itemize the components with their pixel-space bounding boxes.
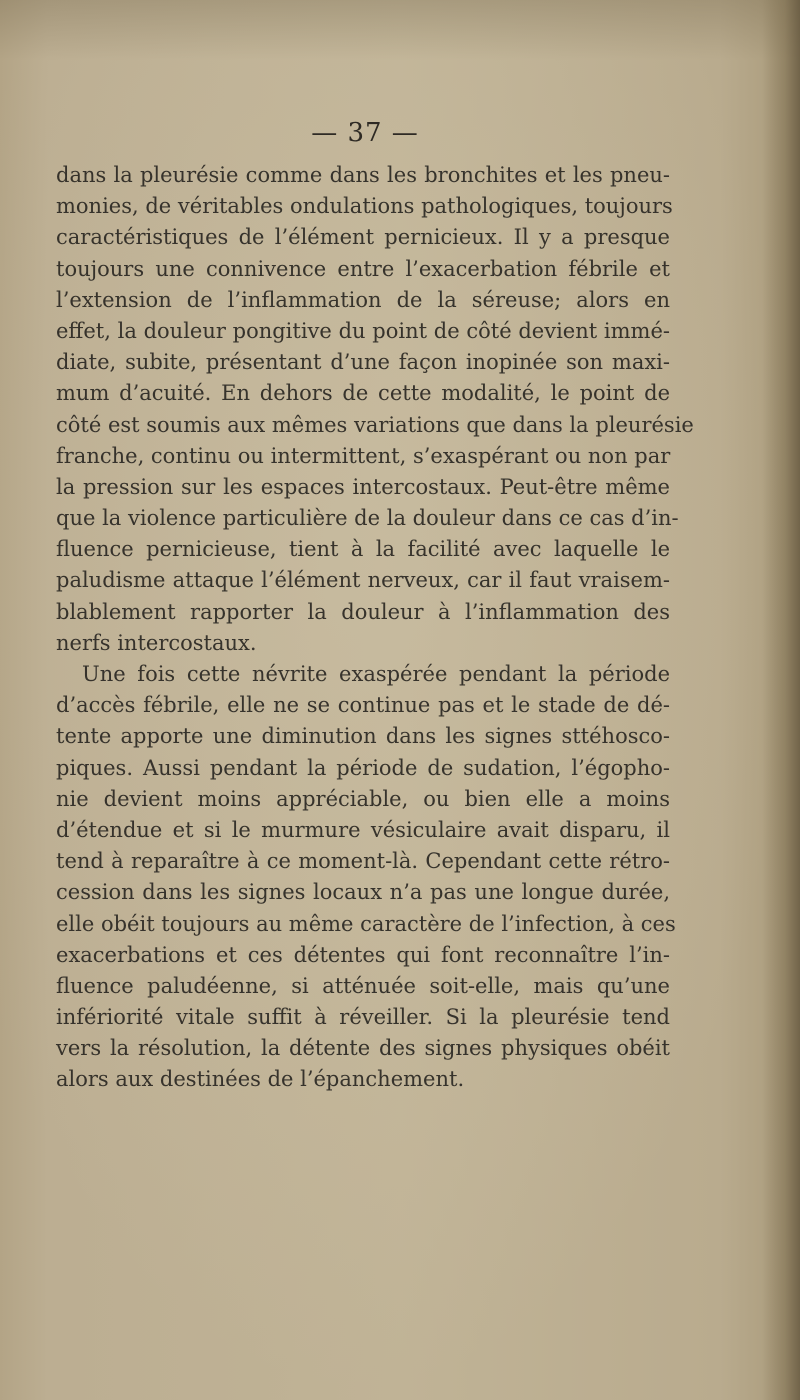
text-line: dans la pleurésie comme dans les bronchites et les pneu- [56, 163, 670, 187]
body-text [56, 160, 694, 1096]
text-line: paludisme attaque l’élément nerveux, car il faut vraisem- [56, 568, 670, 593]
text-line: alors aux destinées de l’épanchement. [56, 1067, 465, 1092]
text-line: piques. Aussi pendant la période de sudation, l’égopho- [56, 755, 670, 780]
text-line: la pression sur les espaces intercostaux. Peut-être même [56, 474, 670, 499]
text-line: exacerbations et ces détentes qui font reconnaître l’in- [56, 942, 670, 967]
text-line: blablement rapporter la douleur à l’inflammation des [56, 599, 670, 624]
text-line: nie devient moins appréciable, ou bien elle a moins [56, 786, 670, 811]
text-line: monies, de véritables ondulations pathologiques, toujours [56, 194, 673, 219]
text-line: caractéristiques de l’élément pernicieux. Il y a presque [56, 225, 670, 250]
text-line: franche, continu ou intermittent, s’exaspérant ou non par [56, 443, 671, 468]
text-line: l’extension de l’inflammation de la séreuse; alors en [56, 287, 670, 312]
text-line: vers la résolution, la détente des signes physiques obéit [56, 1036, 670, 1061]
text-line: diate, subite, présentant d’une façon inopinée son maxi- [56, 350, 670, 375]
text-line: mum d’acuité. En dehors de cette modalité, le point de [56, 381, 670, 406]
text-line: effet, la douleur pongitive du point de côté devient immé- [56, 318, 670, 343]
text-line: d’étendue et si le murmure vésiculaire avait disparu, il [56, 817, 670, 842]
text-line: tente apporte une diminution dans les signes sttéhosco- [56, 724, 670, 749]
page-number: — 37 — [311, 118, 419, 148]
text-line: Une fois cette névrite exaspérée pendant la période [82, 662, 670, 686]
text-line: fluence pernicieuse, tient à la facilité avec laquelle le [56, 537, 670, 562]
page-top-shadow [0, 0, 800, 60]
text-line: fluence paludéenne, si atténuée soit-elle, mais qu’une [56, 973, 670, 998]
page-edge-shadow [762, 0, 800, 1400]
paragraph-1 [56, 160, 694, 659]
text-line: côté est soumis aux mêmes variations que dans la pleurésie [56, 412, 694, 437]
text-line: que la violence particulière de la douleur dans ce cas d’in- [56, 506, 679, 531]
text-line: infériorité vitale suffit à réveiller. Si la pleurésie tend [56, 1005, 670, 1030]
text-line: d’accès fébrile, elle ne se continue pas et le stade de dé- [56, 693, 670, 718]
text-line: elle obéit toujours au même caractère de l’infection, à ces [56, 911, 676, 936]
text-line: nerfs intercostaux. [56, 630, 257, 655]
paragraph-2 [56, 659, 676, 1096]
text-line: cession dans les signes locaux n’a pas une longue durée, [56, 880, 670, 905]
text-line: tend à reparaître à ce moment-là. Cependant cette rétro- [56, 849, 670, 874]
text-line: toujours une connivence entre l’exacerbation fébrile et [56, 256, 670, 281]
